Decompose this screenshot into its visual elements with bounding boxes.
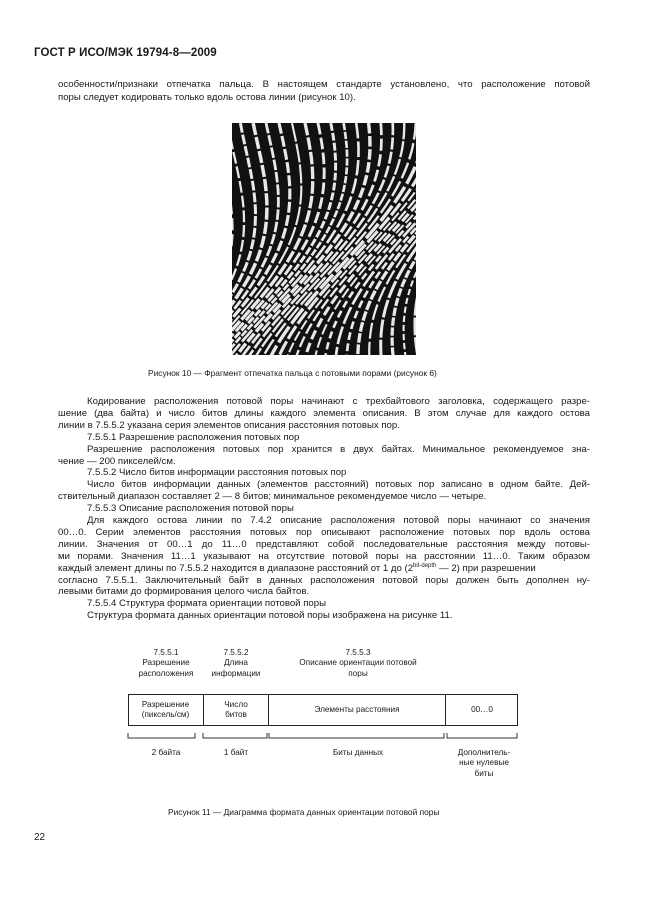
body-line: 7.5.5.4 Структура формата ориентации потовой поры [87, 598, 326, 610]
body-line: левыми битами до формирования целого числа байтов. [58, 586, 310, 598]
body-line: Разрешение расположения потовых пор хранится в двух байтах. Минимальное рекомендуемое зна- [87, 443, 590, 455]
body-line: Для каждого остова линии по 7.4.2 описание расположения потовой поры начинают со значения [87, 515, 590, 526]
body-line: ствительный диапазон составляет 2 — 8 битов; минимальное рекомендуемое число — четыре. [58, 491, 487, 503]
body-line: 7.5.5.2 Число битов информации расстояния потовых пор [87, 467, 347, 479]
body-line: линии в 7.5.5.2 указана серия элементов описания расстояния потовых пор. [58, 419, 400, 431]
figure-10-caption: Рисунок 10 — Фрагмент отпечатка пальца с потовыми порами (рисунок 6) [148, 368, 437, 378]
body-line: Структура формата данных ориентации потовой поры изображена на рисунке 11. [87, 610, 453, 622]
body-line: 00…0. Серии элементов расстояния потовых пор описывают расположение потовых пор вдоль остова [58, 526, 590, 538]
body-line: Число битов информации данных (элементов расстояний) потовых пор записано в одном байте. Дей- [87, 479, 590, 491]
fingerprint-image [232, 123, 416, 355]
col2-header: 7.5.5.2 Длина информации [211, 648, 261, 678]
body-line: Кодирование расположения потовой поры начинают с трехбайтового заголовка, содержащего разре- [87, 396, 590, 407]
body-line: 7.5.5.3 Описание расположения потовой поры [87, 503, 294, 515]
document-header: ГОСТ Р ИСО/МЭК 19794-8—2009 [34, 47, 217, 59]
col1-header: 7.5.5.1 Разрешение расположения [138, 648, 194, 678]
intro-line-1: особенности/признаки отпечатка пальца. В настоящем стандарте установлено, что расположение потовой [58, 79, 590, 90]
intro-line-2: поры следует кодировать только вдоль остова линии (рисунок 10). [58, 92, 356, 103]
cell-padding: 00…0 [471, 705, 493, 714]
bottom-label-2: 1 байт [223, 748, 249, 757]
bottom-label-3: Биты данных [332, 748, 384, 757]
cell-bit-count: Число битов [224, 700, 248, 719]
body-line: согласно 7.5.5.1. Заключительный байт в данных расположения потовой поры должен быть дополнен ну- [58, 574, 590, 586]
body-line: 7.5.5.1 Разрешение расположения потовых пор [87, 431, 300, 443]
cell-distance-elements: Элементы расстояния [314, 705, 400, 714]
body-line: линии. Значения от 00…1 до 11…0 представляют собой последовательные расстояния между потовы- [58, 538, 590, 550]
body-line: шение (два байта) и число битов длины каждого элемента описания. В этом случае для каждого остова [58, 407, 590, 419]
body-line-bitdepth: каждый элемент длины по 7.5.5.2 находится в диапазоне расстояний от 1 до ($2^{bit-depth}$ — 2) при разрешении [58, 562, 536, 574]
brace-lines [120, 732, 530, 746]
body-line: чение — 200 пикселей/см. [58, 455, 176, 467]
page-number: 22 [34, 832, 46, 843]
bottom-label-1: 2 байта [151, 748, 181, 757]
cell-resolution: Разрешение (пиксель/см) [141, 700, 190, 719]
col3-header: 7.5.5.3 Описание ориентации потовой поры [299, 648, 417, 678]
bottom-label-4: Дополнитель- ные нулевые биты [457, 748, 511, 778]
figure-11-caption: Рисунок 11 — Диаграмма формата данных ориентации потовой поры [168, 807, 440, 817]
body-line: ми порами. Значения 11…1 указывают на отсутствие потовой поры на расстоянии 11…0. Таким образом [58, 550, 590, 562]
